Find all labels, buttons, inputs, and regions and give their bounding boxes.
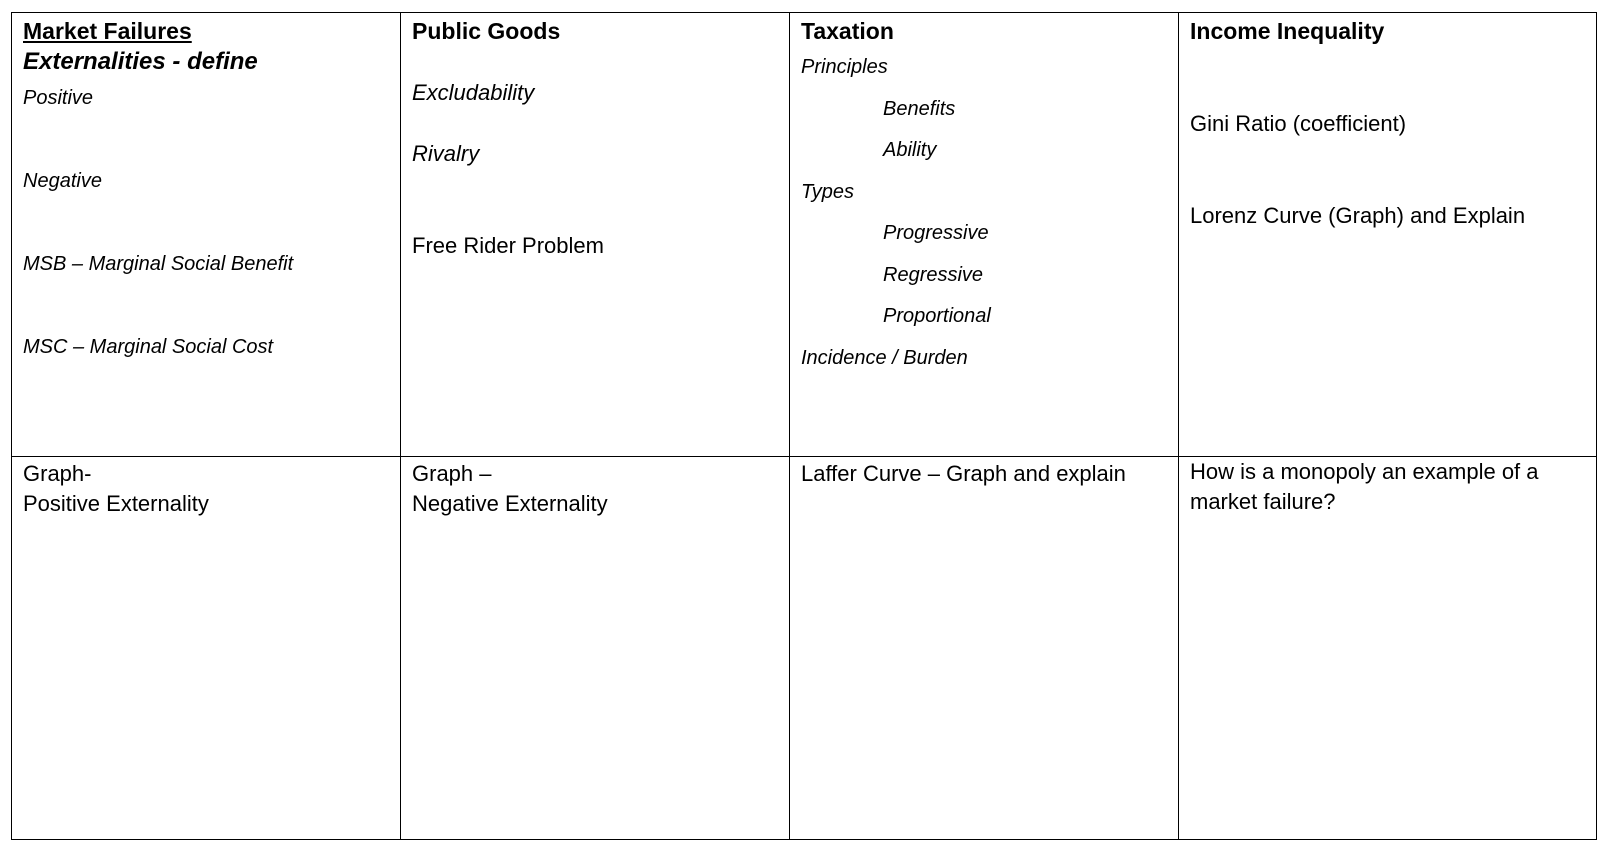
gini-item: Gini Ratio (coefficient) [1190, 111, 1407, 136]
cell-graph-negative [401, 457, 789, 839]
free-rider-item: Free Rider Problem [412, 233, 604, 258]
regressive-item: Regressive [883, 264, 984, 286]
proportional-item: Proportional [883, 305, 991, 327]
income-inequality-title: Income Inequality [1190, 18, 1385, 44]
laffer-curve-text: Laffer Curve – Graph and explain [801, 461, 1126, 486]
cell-graph-positive [12, 457, 400, 839]
negative-item: Negative [23, 170, 102, 192]
cell-laffer-curve [790, 457, 1178, 839]
study-grid-table [11, 12, 1597, 840]
graph-positive-line2: Positive Externality [23, 491, 209, 516]
cell-taxation [790, 13, 1178, 456]
benefits-item: Benefits [883, 98, 956, 120]
graph-negative-line2: Negative Externality [412, 491, 608, 516]
cell-income-inequality [1179, 13, 1596, 456]
cell-monopoly [1179, 457, 1596, 839]
public-goods-title: Public Goods [412, 18, 561, 44]
rivalry-item: Rivalry [412, 141, 480, 166]
graph-negative-line1: Graph – [412, 461, 492, 486]
monopoly-question: How is a monopoly an example of a market failure? [1190, 459, 1539, 514]
cell-market-failures [12, 13, 400, 456]
market-failures-title: Market Failures [23, 18, 192, 44]
cell-public-goods [401, 13, 789, 456]
ability-item: Ability [883, 139, 937, 161]
msc-item: MSC – Marginal Social Cost [23, 336, 274, 358]
types-label: Types [801, 181, 854, 203]
principles-label: Principles [801, 56, 888, 78]
progressive-item: Progressive [883, 222, 989, 244]
msb-item: MSB – Marginal Social Benefit [23, 253, 294, 275]
taxation-title: Taxation [801, 18, 894, 44]
lorenz-item: Lorenz Curve (Graph) and Explain [1190, 203, 1526, 228]
excludability-item: Excludability [412, 80, 535, 105]
incidence-label: Incidence / Burden [801, 347, 968, 369]
graph-positive-line1: Graph- [23, 461, 92, 486]
positive-item: Positive [23, 87, 94, 109]
externalities-subtitle: Externalities - define [23, 48, 258, 75]
